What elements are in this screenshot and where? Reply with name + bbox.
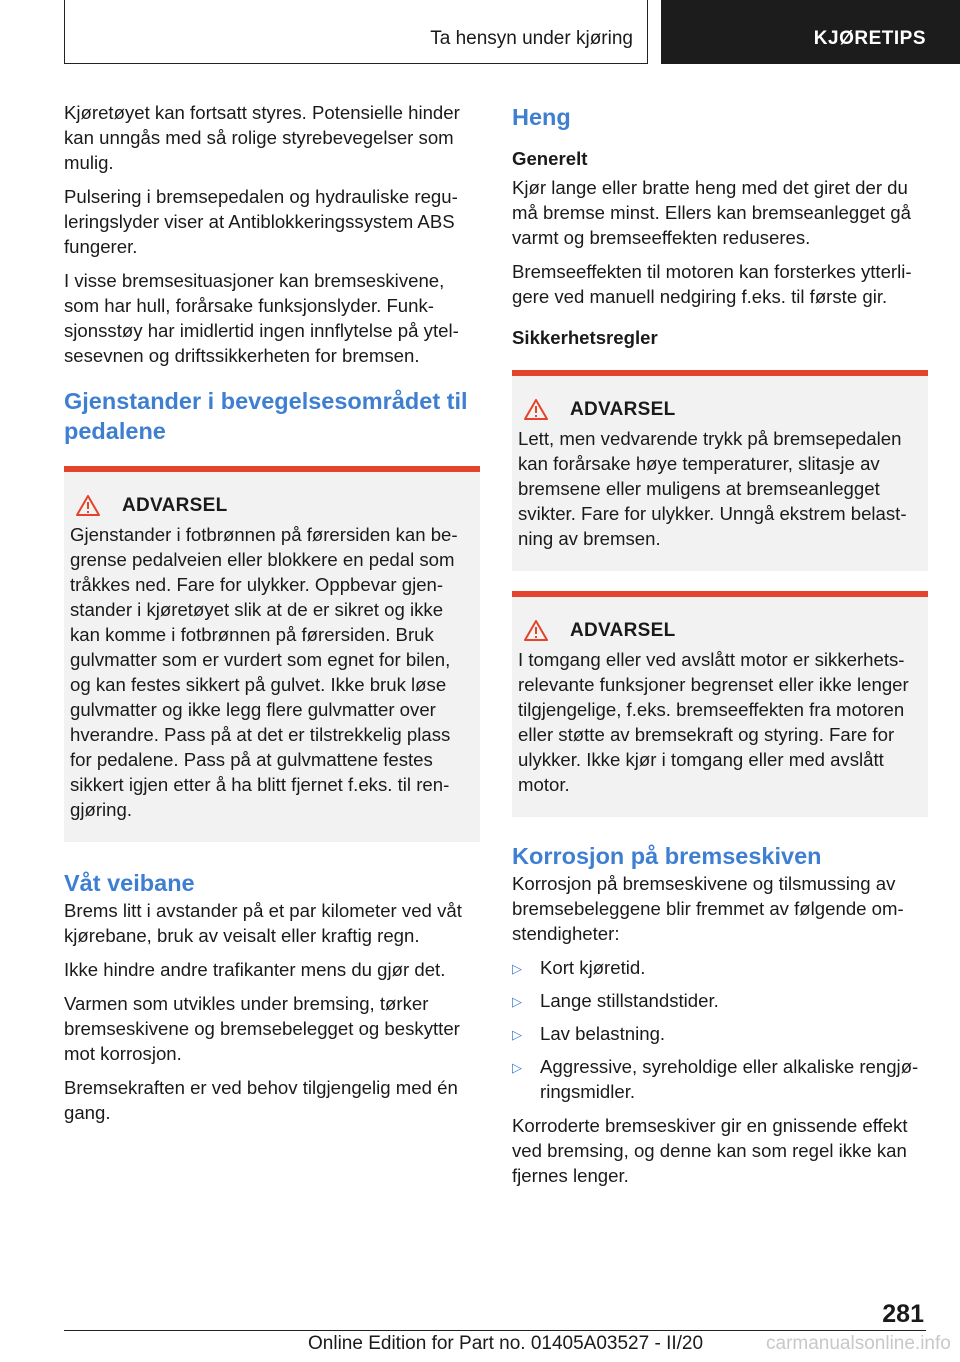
right-column	[512, 100, 928, 1197]
paragraph: Korroderte bremseskiver gir en gnissende effekt ved bremsing, og denne kan som regel ikke kan fjernes lenger.	[512, 1115, 908, 1186]
header-frame	[64, 0, 648, 64]
watermark[interactable]: carmanualsonline.info	[766, 1333, 951, 1354]
list-item-text: Kort kjøretid.	[540, 957, 646, 978]
intro-paragraph: Kjøretøyet kan fortsatt styres. Potensielle hinder kan unngås med så rolige styrebevegelser som mulig.	[64, 102, 460, 173]
warning-label: ADVARSEL	[570, 620, 676, 641]
list-item	[512, 955, 928, 981]
intro-paragraph: I visse bremsesituasjoner kan bremseskivene, som har hull, forårsake funksjonslyder. Funk‐sjonsstøy har imidlertid ingen innflytelse på ytel‐sesevnen og driftssikkerheten for bremsen.	[64, 270, 459, 366]
subheading-safety: Sikkerhetsregler	[512, 327, 658, 348]
subheading-general: Generelt	[512, 148, 588, 169]
warning-label: ADVARSEL	[570, 399, 676, 420]
footer-divider	[64, 1330, 926, 1331]
section-heading-pedals: Gjenstander i bevegelsesområdet til pedalene	[64, 388, 468, 444]
paragraph: Bremsekraften er ved behov tilgjengelig med én gang.	[64, 1077, 458, 1123]
section-heading-slopes: Heng	[512, 104, 571, 130]
triangle-bullet-icon: ▷	[512, 961, 522, 976]
intro-paragraph: Pulsering i bremsepedalen og hydrauliske regu‐leringslyder viser at Antiblokkeringssystem ABS fungerer.	[64, 186, 458, 257]
list-item-text: Lav belastning.	[540, 1023, 666, 1044]
paragraph: Bremseeffekten til motoren kan forsterkes ytterli‐gere ved manuell nedgiring f.eks. til første gir.	[512, 261, 912, 307]
warning-triangle-icon	[524, 398, 548, 422]
paragraph: Ikke hindre andre trafikanter mens du gjør det.	[64, 959, 446, 980]
section-heading-corrosion: Korrosjon på bremseskiven	[512, 843, 822, 869]
triangle-bullet-icon: ▷	[512, 1060, 522, 1075]
warning-box	[512, 370, 928, 571]
warning-label: ADVARSEL	[122, 495, 228, 516]
section-title: Ta hensyn under kjøring	[430, 28, 633, 49]
paragraph: Kjør lange eller bratte heng med det giret der du må bremse minst. Ellers kan bremseanlegget gå varmt og bremseeffekten reduseres.	[512, 177, 911, 248]
list-item	[512, 1021, 928, 1047]
triangle-bullet-icon: ▷	[512, 994, 522, 1009]
left-column	[64, 100, 480, 1134]
list-item-text: Lange stillstandstider.	[540, 990, 719, 1011]
warning-text: Lett, men vedvarende trykk på bremsepedalen kan forårsake høye temperaturer, slitasje av bremsene eller muligens at bremseanlegget svikter. Fare for ulykker. Unngå ekstrem belast‐ning av bremsen.	[518, 428, 907, 549]
chapter-tab[interactable]	[661, 0, 960, 64]
paragraph: Korrosjon på bremseskivene og tilsmussing av bremsebeleggene blir fremmet av følgende om‐stendigheter:	[512, 873, 904, 944]
section-heading-wet-road: Våt veibane	[64, 870, 195, 896]
edition-text: Online Edition for Part no. 01405A03527 - II/20	[308, 1333, 704, 1354]
warning-triangle-icon	[524, 619, 548, 643]
paragraph: Varmen som utvikles under bremsing, tørker bremseskivene og bremsebelegget og beskytter mot korrosjon.	[64, 993, 460, 1064]
warning-triangle-icon	[76, 494, 100, 518]
warning-text: I tomgang eller ved avslått motor er sikkerhets‐relevante funksjoner begrenset eller ikke lenger tilgjengelige, f.eks. bremseeffekten fra motoren eller støtte av bremsekraft og styring. Fare for ulykker. Ikke kjør i tomgang eller med avslått motor.	[518, 649, 909, 795]
chapter-tab-label: KJØRETIPS	[813, 28, 926, 49]
warning-text: Gjenstander i fotbrønnen på førersiden kan be‐grense pedalveien eller blokkere en pedal som tråkkes ned. Fare for ulykker. Oppbevar gjen‐stander i kjøretøyet slik at de er sikret og ikke kan komme i fotbrønnen på førersiden. Bruk gulvmatter som er vurdert som egnet for bilen, og kan festes sikkert på gulvet. Ikke bruk løse gulvmatter og ikke legg flere gulvmatter over hverandre. Pass på at det er tilstrekkelig plass for pedalene. Pass på at gulvmattene festes sikkert igjen etter å ha blitt fjernet f.eks. til ren‐gjøring.	[70, 524, 458, 820]
list-item	[512, 1054, 928, 1104]
list-item	[512, 988, 928, 1014]
warning-box	[512, 591, 928, 817]
page-number: 281	[882, 1300, 924, 1328]
paragraph: Brems litt i avstander på et par kilometer ved våt kjørebane, bruk av veisalt eller kraftig regn.	[64, 900, 462, 946]
warning-box	[64, 466, 480, 842]
list-item-text: Aggressive, syreholdige eller alkaliske rengjø‐ringsmidler.	[540, 1056, 919, 1102]
bullet-list	[512, 955, 928, 1104]
triangle-bullet-icon: ▷	[512, 1027, 522, 1042]
